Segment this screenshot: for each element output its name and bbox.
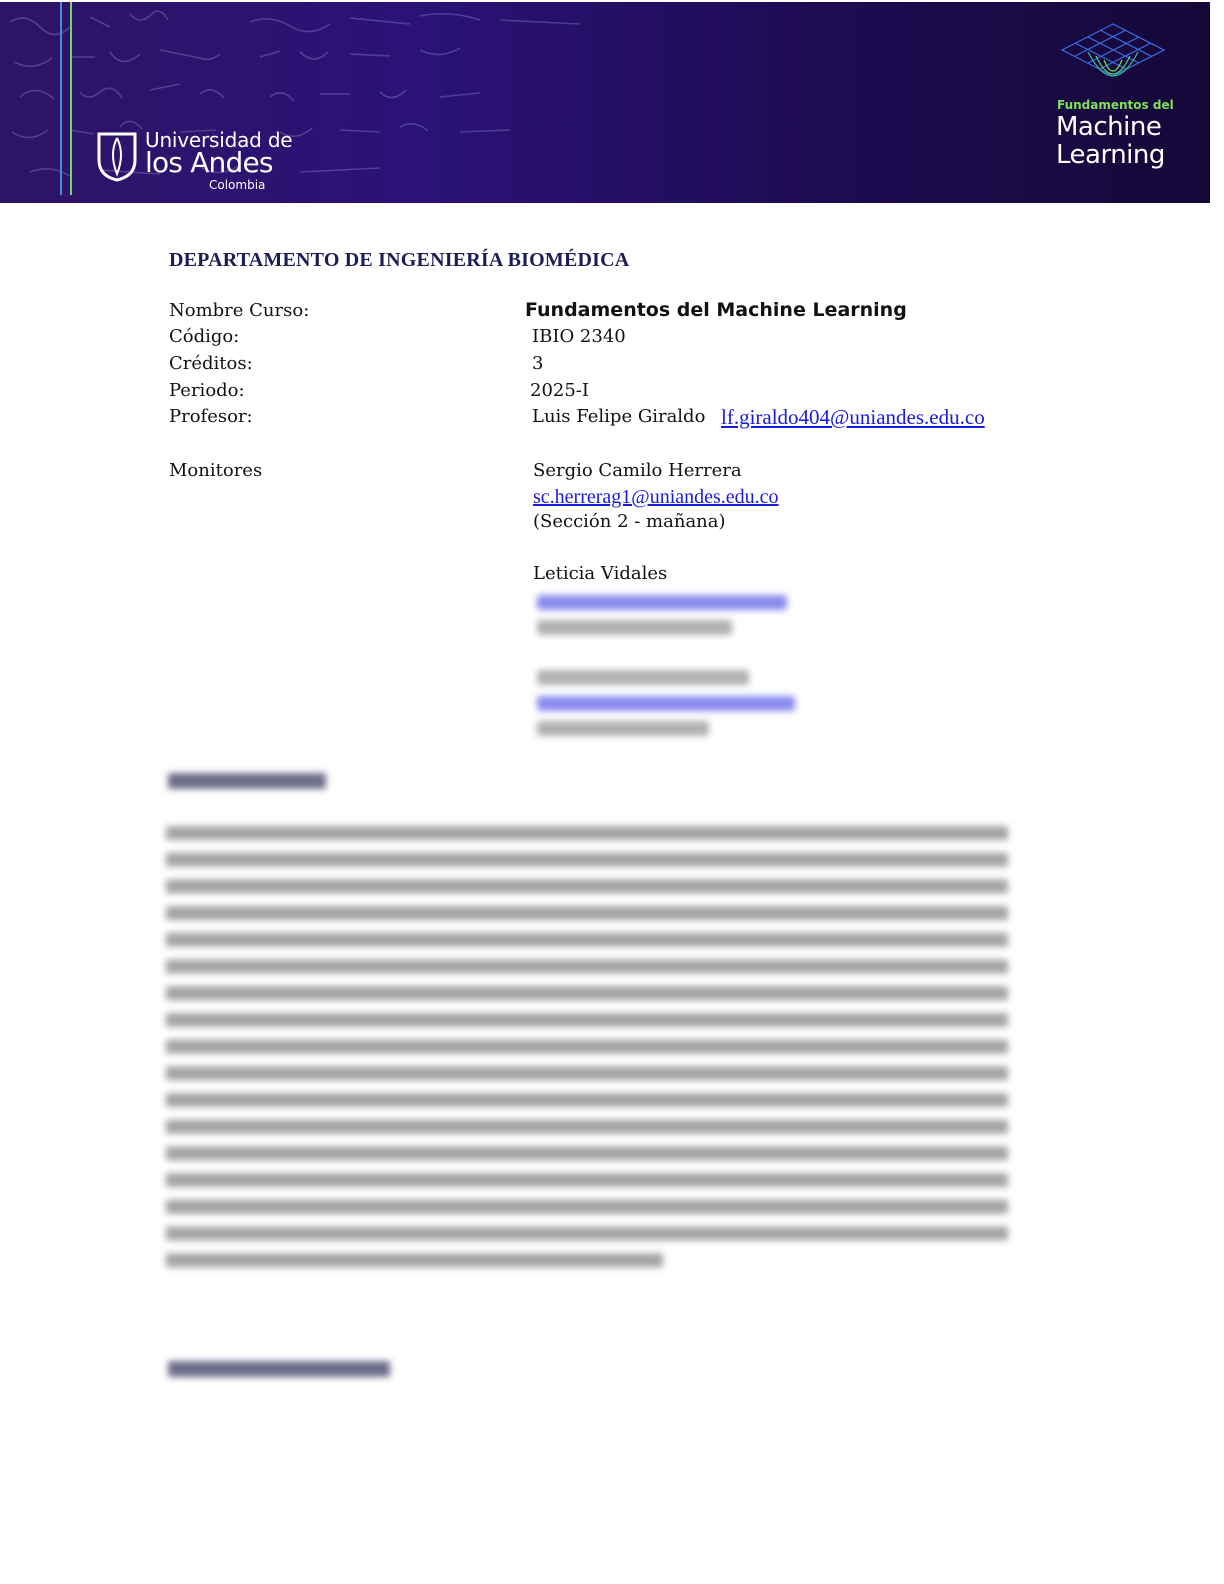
presentation-paragraph-redacted	[166, 826, 1008, 1271]
course-logo-line2: Machine	[1056, 112, 1162, 142]
monitor2-section-redacted	[537, 620, 732, 635]
credits-value: 3	[532, 353, 544, 374]
professor-label: Profesor:	[169, 406, 253, 427]
code-value: IBIO 2340	[532, 326, 626, 347]
monitor3-email-redacted	[537, 696, 795, 711]
uniandes-crest-icon	[95, 130, 139, 182]
university-country: Colombia	[209, 178, 266, 192]
monitor2-name: Leticia Vidales	[533, 563, 668, 584]
department-title: DEPARTAMENTO DE INGENIERÍA BIOMÉDICA	[169, 249, 630, 271]
monitor1-name: Sergio Camilo Herrera	[533, 460, 742, 481]
professor-email-link[interactable]: lf.giraldo404@uniandes.edu.co	[721, 405, 985, 429]
course-name-value: Fundamentos del Machine Learning	[525, 299, 907, 321]
competencies-heading-redacted	[168, 1361, 390, 1377]
course-name-label: Nombre Curso:	[169, 300, 310, 321]
monitor1-email-link[interactable]: sc.herrerag1@uniandes.edu.co	[533, 486, 779, 508]
university-name-line1: Universidad de	[145, 128, 293, 152]
green-stripe	[70, 2, 72, 195]
blue-stripe	[60, 2, 62, 195]
course-logo-line3: Learning	[1056, 140, 1165, 170]
presentation-heading-redacted	[168, 773, 326, 789]
monitor3-section-redacted	[537, 721, 709, 736]
ml-mesh-icon	[1058, 20, 1168, 96]
monitor1-section: (Sección 2 - mañana)	[533, 511, 726, 532]
course-logo-line1: Fundamentos del	[1057, 98, 1174, 112]
university-name-line2: los Andes	[145, 146, 273, 179]
monitor3-name-redacted	[537, 670, 749, 685]
professor-name: Luis Felipe Giraldo	[532, 406, 706, 427]
period-label: Periodo:	[169, 380, 245, 401]
code-label: Código:	[169, 326, 240, 347]
course-logo	[1052, 20, 1182, 180]
credits-label: Créditos:	[169, 353, 253, 374]
monitors-label: Monitores	[169, 460, 263, 481]
university-logo	[95, 126, 293, 198]
blurred-text-lines	[166, 826, 1008, 1271]
monitor2-email-redacted	[537, 595, 787, 610]
header-banner	[0, 2, 1210, 203]
period-value: 2025-I	[530, 380, 590, 401]
